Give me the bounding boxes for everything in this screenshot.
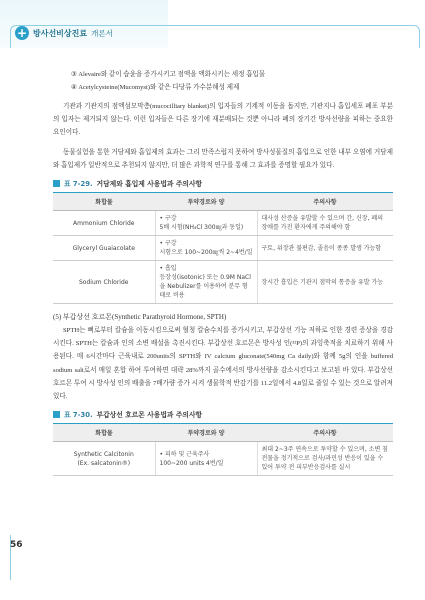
header-title: 방사선비상진료	[33, 28, 88, 38]
intro-item: ④ Acetylcysteine(Mucomyst)와 같은 다당류 가수분해성 제제	[71, 84, 240, 91]
table-row: Glyceryl Guaiacolate • 구강 시험으로 100~200㎎씩 2~4번/일 구토, 위장관 불편감, 졸음이 종종 발생 가능함	[53, 236, 393, 261]
table-header-row: 화합물 투약경로와 양 주의사항	[53, 424, 393, 442]
intro-item: ③ Alevaire와 같이 습윤을 증가시키고 점액을 액화시키는 세정 흡입물	[71, 71, 266, 78]
header-tab	[15, 24, 113, 42]
table2-caption: 표 7-30. 부갑상선 호르몬 사용법과 주의사항	[53, 409, 393, 419]
caption-marker-icon	[53, 411, 60, 418]
table-row: Sodium Chloride • 흡입 등장성(isotonic) 또는 0.9M NaCl을 Nebulizer를 이용하여 분무 형태로 비용 장시간 흡입은 기관지 점막의 통증을 유발 가능	[53, 261, 393, 304]
table1-caption: 표 7-29. 거담제와 흡입제 사용법과 주의사항	[53, 178, 393, 188]
content	[53, 68, 393, 476]
page-number: 56	[10, 540, 23, 550]
paragraph: 동물실험을 통한 거담제와 흡입제의 효과는 그리 만족스럽지 못하여 방사성물질의 흡입으로 인한 내부 오염에 거담제와 흡입제가 일반적으로 추천되지 않지만, 더 많은 과학적 연구를 통해 그 효과를 증명할 필요가 있다.	[53, 148, 393, 169]
table-row: Synthetic Calcitonin (Ex. salcatonin®) • 피하 및 근육주사 100~200 units 4번/일 최대 2~3주 연속으로 투약할 수 있으며, 소변 침전물을 정기적으로 검사/과민성 반응이 있을 수 있어 투약 전 피부반응검사를 실시	[53, 442, 393, 476]
table-header-row: 화합물 투약경로와 양 주의사항	[53, 193, 393, 211]
header-subtitle: 개론서	[91, 28, 113, 38]
section-heading: (5) 부갑상선 호르몬(Synthetic Parathyroid Hormone, SPTH)	[53, 313, 227, 322]
plus-icon: +	[16, 26, 28, 40]
paragraph: SPTH는 뼈로부터 칼슘을 이동시킴으로써 혈청 칼슘수치를 증가시키고, 부갑상선 기능 저하로 인한 경련 증상을 경감시킨다. SPTH는 칼슘과 인의 소변 배설을 촉진시킨다. 부갑상선 호르몬은 방사성 인(³²P)의 과잉축적을 치료하기 위해 사용된다. 매 6시간마다 근육내로 200units의 SPTH와 IV calcium gluconate(540mg Ca daily)와 함께 5g의 인을 buffered sodium salt로서 매일 혼합 하여 투여하면 대략 28%까지 골수에서의 방사선량을 감소시킨다고 보고된 바 있다. 부갑상선 호르몬 투여 시 방사성 인의 배출을 7배가량 증가 시켜 생물학적 반감기를 11.2일에서 4.8일로 줄일 수 있는 것으로 알려져 있다.	[53, 327, 393, 401]
table2	[53, 423, 393, 476]
table1	[53, 192, 393, 304]
caption-marker-icon	[53, 180, 60, 187]
table-row: Ammonium Chloride • 구강 5배 시험(NH₄Cl 300㎎과 동일) 대사성 산증을 유발할 수 있으며 간, 신장, 폐의 장애를 가진 환자에게 주의해야 함	[53, 211, 393, 236]
paragraph: 기관과 기관지의 점액섬모막층(mucocilliary blanket)의 입자들의 기계적 이동을 돕지만, 기관지나 흡입세포 폐포 부분의 입자는 제거되지 않는다. 이런 입자들은 다른 장기에 재분배되는 것뿐 아니라 폐의 장기간 방사선량을 피하는 중요한 요인이다.	[53, 103, 393, 137]
